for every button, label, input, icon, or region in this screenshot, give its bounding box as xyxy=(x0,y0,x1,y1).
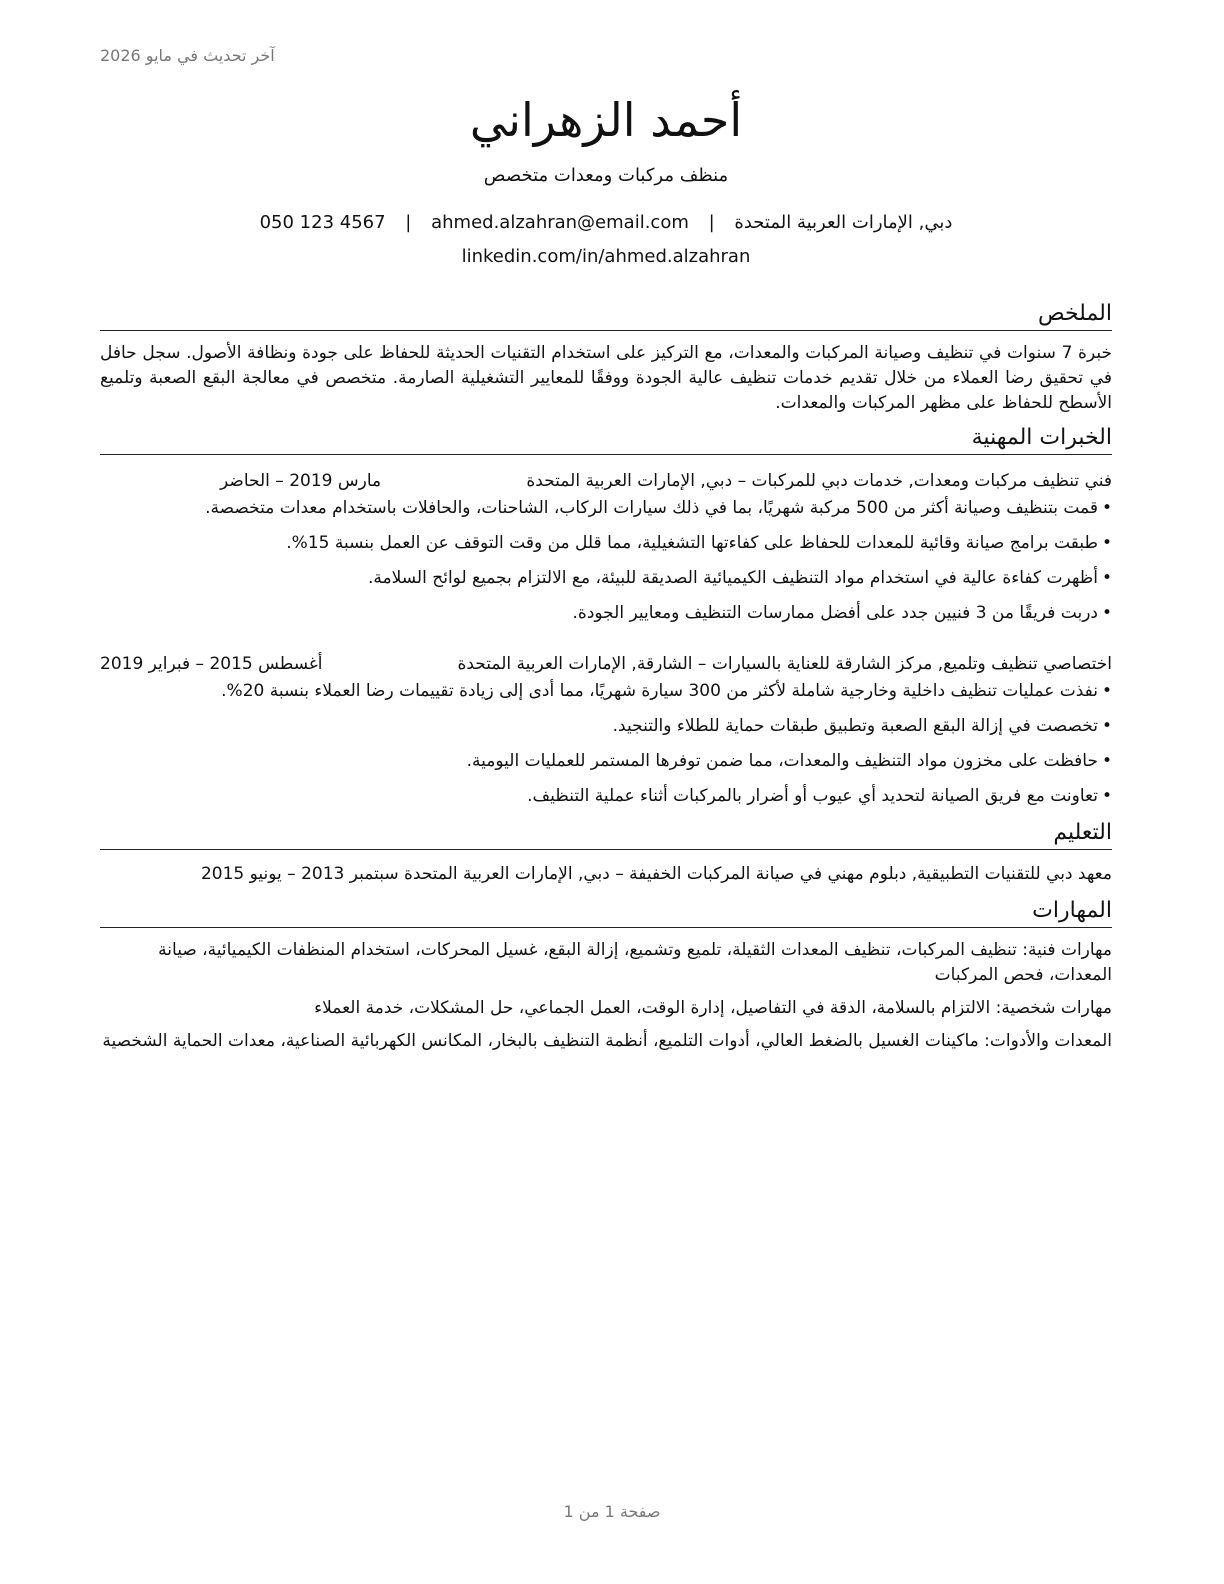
list-item: • تعاونت مع فريق الصيانة لتحديد أي عيوب أو أضرار بالمركبات أثناء عملية التنظيف. xyxy=(100,784,1112,809)
location: دبي, الإمارات العربية المتحدة xyxy=(734,212,953,233)
list-item: • حافظت على مخزون مواد التنظيف والمعدات، مما ضمن توفرها المستمر للعمليات اليومية. xyxy=(100,749,1112,774)
linkedin-link[interactable]: linkedin.com/in/ahmed.alzahran xyxy=(461,246,751,267)
skill-group-equipment: المعدات والأدوات: ماكينات الغسيل بالضغط العالي، أدوات التلميع، أنظمة التنظيف بالبخار، المكانس الكهربائية الصناعية، معدات الحماية الشخصية xyxy=(102,1031,1112,1051)
list-item: • طبقت برامج صيانة وقائية للمعدات للحفاظ على كفاءتها التشغيلية، مما قلل من وقت التوقف عن العمل بنسبة 15%. xyxy=(100,531,1112,556)
candidate-name: أحمد الزهراني xyxy=(469,93,743,147)
resume-header xyxy=(100,0,1112,270)
contact-separator: | xyxy=(708,212,715,233)
job-bullets xyxy=(100,679,1112,809)
job-role-company: اختصاصي تنظيف وتلميع, مركز الشارقة للعناية بالسيارات – الشارقة, الإمارات العربية المتحدة xyxy=(457,654,1112,674)
skill-group-technical: مهارات فنية: تنظيف المركبات، تنظيف المعدات الثقيلة، تلميع وتشميع، إزالة البقع، غسيل المحركات، استخدام المنظفات الكيميائية، صيانة المعدات، فحص المركبات xyxy=(158,940,1112,985)
job-entry xyxy=(100,652,1112,809)
contact-line xyxy=(100,210,1112,236)
page-number: صفحة 1 من 1 xyxy=(563,1502,661,1521)
job-entry xyxy=(100,469,1112,626)
list-item: • قمت بتنظيف وصيانة أكثر من 500 مركبة شهريًا، بما في ذلك سيارات الركاب، الشاحنات، والحافلات باستخدام معدات متخصصة. xyxy=(100,496,1112,521)
candidate-title: منظف مركبات ومعدات متخصص xyxy=(483,165,729,186)
job-header xyxy=(100,652,1112,677)
skill-group-personal: مهارات شخصية: الالتزام بالسلامة، الدقة في التفاصيل، إدارة الوقت، العمل الجماعي، حل المشكلات، خدمة العملاء xyxy=(314,998,1112,1018)
list-item: • تخصصت في إزالة البقع الصعبة وتطبيق طبقات حماية للطلاء والتنجيد. xyxy=(100,714,1112,739)
list-item: • دربت فريقًا من 3 فنيين جدد على أفضل ممارسات التنظيف ومعايير الجودة. xyxy=(100,601,1112,626)
job-dates: أغسطس 2015 – فبراير 2019 xyxy=(100,654,323,674)
phone-number: 050 123 4567 xyxy=(259,212,386,233)
section-heading-education: التعليم xyxy=(100,819,1112,850)
list-item: • نفذت عمليات تنظيف داخلية وخارجية شاملة لأكثر من 300 سيارة شهريًا، مما أدى إلى زيادة تقييمات رضا العملاء بنسبة 20%. xyxy=(100,679,1112,704)
summary-text: خبرة 7 سنوات في تنظيف وصيانة المركبات والمعدات، مع التركيز على استخدام التقنيات الحديثة للحفاظ على جودة ونظافة الأصول. سجل حافل في تحقيق رضا العملاء من خلال تقديم خدمات تنظيف عالية الجودة ووفقًا للمعايير التشغيلية الصارمة. متخصص في معالجة البقع الصعبة وتلميع الأسطح للحفاظ على مظهر المركبات والمعدات. xyxy=(100,343,1112,413)
job-bullets xyxy=(100,496,1112,626)
section-heading-experience: الخبرات المهنية xyxy=(100,424,1112,455)
education-entry: معهد دبي للتقنيات التطبيقية, دبلوم مهني في صيانة المركبات الخفيفة – دبي, الإمارات العربية المتحدة سبتمبر 2013 – يونيو 2015 xyxy=(200,864,1112,884)
last-updated-note: آخر تحديث في مايو 2026 xyxy=(100,46,275,65)
section-heading-skills: المهارات xyxy=(100,897,1112,928)
contact-separator: | xyxy=(405,212,412,233)
job-dates: مارس 2019 – الحاضر xyxy=(220,471,382,491)
list-item: • أظهرت كفاءة عالية في استخدام مواد التنظيف الكيميائية الصديقة للبيئة، مع الالتزام بجميع لوائح السلامة. xyxy=(100,566,1112,591)
section-heading-summary: الملخص xyxy=(100,300,1112,331)
job-role-company: فني تنظيف مركبات ومعدات, خدمات دبي للمركبات – دبي, الإمارات العربية المتحدة xyxy=(526,471,1112,491)
job-header xyxy=(100,469,1112,494)
email-link[interactable]: ahmed.alzahran@email.com xyxy=(431,212,689,233)
